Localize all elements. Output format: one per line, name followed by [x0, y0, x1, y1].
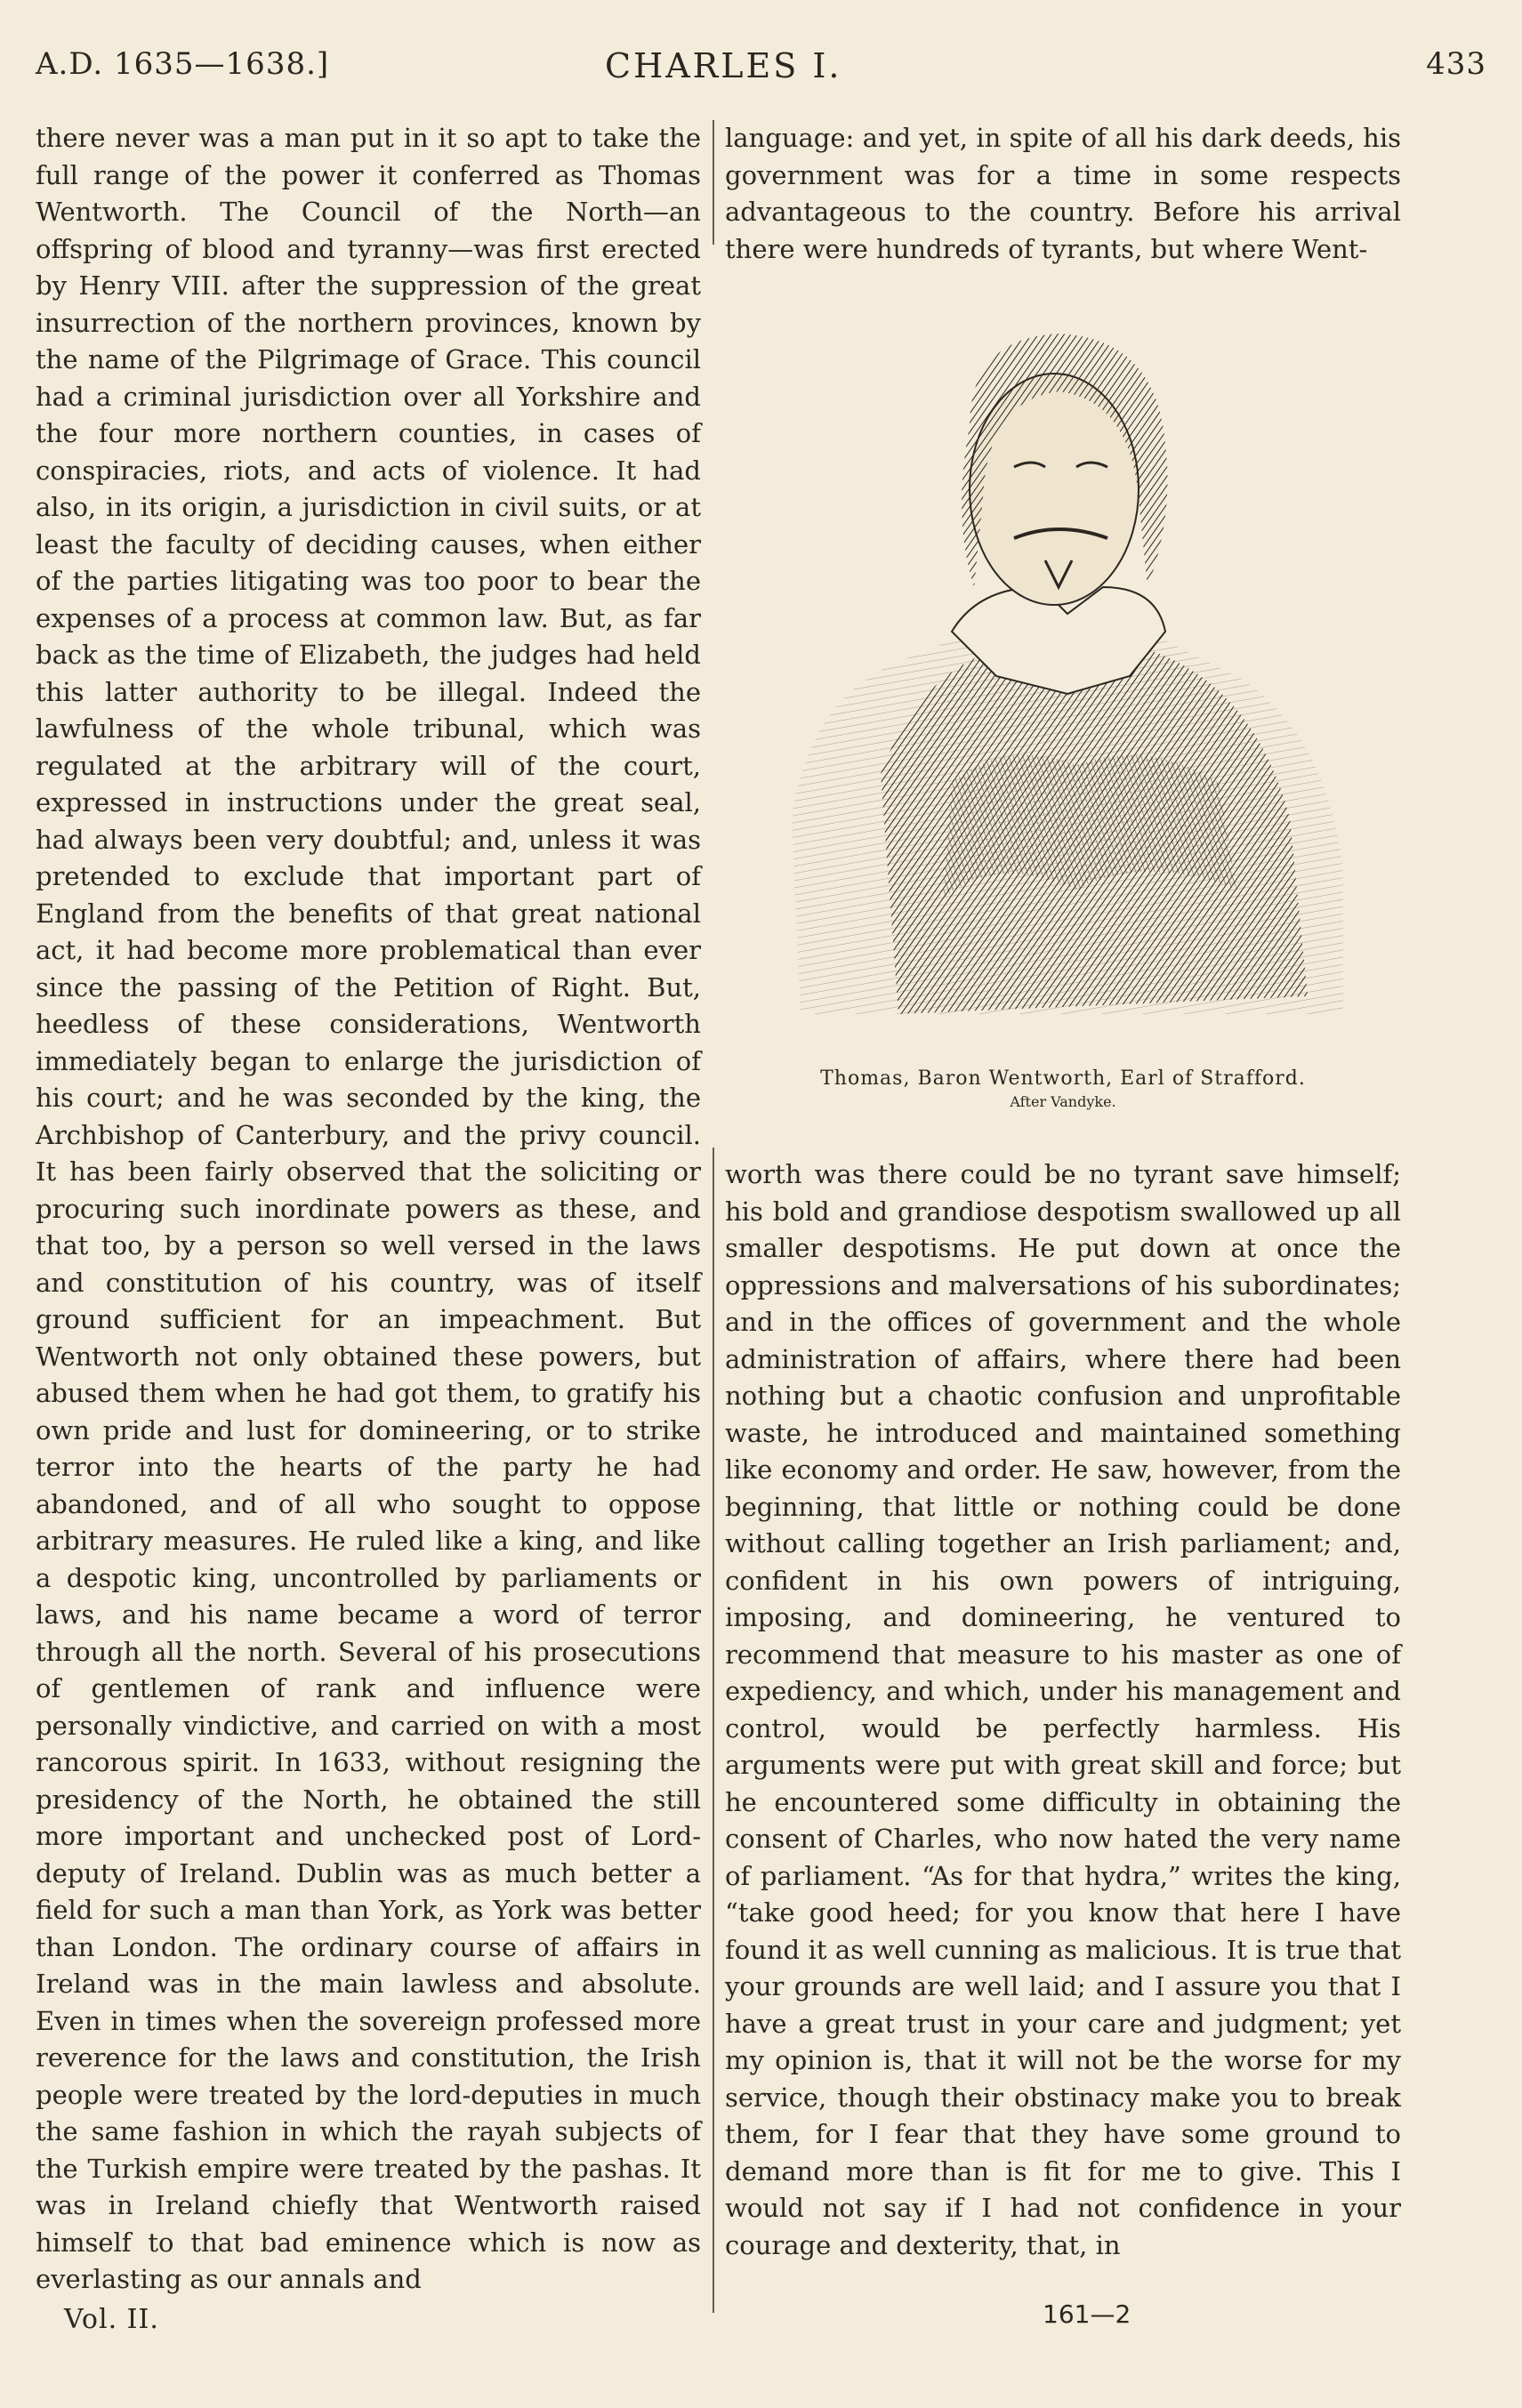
column-rule-top: [713, 120, 714, 245]
page-number: 433: [1426, 46, 1486, 82]
right-column-top: [725, 120, 1401, 268]
header-date-range: A.D. 1635—1638.]: [36, 46, 330, 82]
portrait-engraving: [774, 320, 1352, 1041]
header-title: CHARLES I.: [605, 46, 842, 85]
caption-title: Thomas, Baron Wentworth, Earl of Strafford.: [820, 1067, 1306, 1090]
right-column-bottom-text: worth was there could be no tyrant save himself; his bold and grandiose despotism swallowed up all smaller despotisms. He put down at once the oppressions and malversations of his subordinates; and in the offices of government and the whole administration of affairs, where there had been nothing but a chaotic confusion and unprofitable waste, he introduced and maintained something like economy and order. He saw, however, from the beginning, that little or nothing could be done without calling together an Irish parliament; and, confident in his own powers of intriguing, imposing, and domineering, he ventured to recommend that measure to his master as one of expediency, and which, under his management and control, would be perfectly harmless. His arguments were put with great skill and force; but he encountered some difficulty in obtaining the consent of Charles, who now hated the very name of parliament. “As for that hydra,” writes the king, “take good heed; for you know that here I have found it as well cunning as malicious. It is true that your grounds are well laid; and I assure you that I have a great trust in your care and judgment; yet my opinion is, that it will not be the worse for my service, though their obstinacy make you to break them, for I fear that they have some ground to demand more than is fit for me to give. This I would not say if I had not confidence in your courage and dexterity, that, in: [725, 1159, 1401, 2260]
left-column-text: there never was a man put in it so apt to take the full range of the power it conferred as Thomas Wentworth. The Council of the North—an offspring of blood and tyranny—was first erected by Henry VIII. after the suppression of the great insurrection of the northern provinces, known by the name of the Pilgrimage of Grace. This council had a criminal jurisdiction over all Yorkshire and the four more northern counties, in cases of conspiracies, riots, and acts of violence. It had also, in its origin, a jurisdiction in civil suits, or at least the faculty of deciding causes, when either of the parties litigating was too poor to bear the expenses of a process at common law. But, as far back as the time of Elizabeth, the judges had held this latter authority to be illegal. Indeed the lawfulness of the whole tribunal, which was regulated at the arbitrary will of the court, expressed in instructions under the great seal, had always been very doubtful; and, unless it was pretended to exclude that important part of England from the benefits of that great national act, it had become more problematical than ever since the passing of the Petition of Right. But, heedless of these considerations, Wentworth immediately began to enlarge the jurisdiction of his court; and he was seconded by the king, the Archbishop of Canterbury, and the privy council. It has been fairly observed that the soliciting or procuring such inordinate powers as these, and that too, by a person so well versed in the laws and constitution of his country, was of itself ground sufficient for an impeachment. But Wentworth not only obtained these powers, but abused them when he had got them, to gratify his own pride and lust for domineering, or to strike terror into the hearts of the party he had abandoned, and of all who sought to oppose arbitrary measures. He ruled like a king, and like a despotic king, uncontrolled by parliaments or laws, and his name became a word of terror through all the north. Several of his prosecutions of gentlemen of rank and influence were personally vindictive, and carried on with a most rancorous spirit. In 1633, without resigning the presidency of the North, he obtained the still more important and unchecked post of Lord-deputy of Ireland. Dublin was as much better a field for such a man than York, as York was better than London. The ordinary course of affairs in Ireland was in the main lawless and absolute. Even in times when the sovereign professed more reverence for the laws and constitution, the Irish people were treated by the lord-deputies in much the same fashion in which the rayah subjects of the Turkish empire were treated by the pashas. It was in Ireland chiefly that Wentworth raised himself to that bad eminence which is now as everlasting as our annals and: [36, 123, 701, 2294]
right-column-top-text: language: and yet, in spite of all his dark deeds, his government was for a time in some respects advantageous to the country. Before his arrival there were hundreds of tyrants, but where Went-: [725, 123, 1401, 264]
right-column-bottom: [725, 1156, 1401, 2264]
volume-marker: Vol. II.: [64, 2304, 159, 2335]
signature-mark: 161—2: [1043, 2299, 1131, 2329]
illustration-caption: [725, 1067, 1401, 1110]
caption-credit: After Vandyke.: [1010, 1093, 1116, 1110]
running-header: [36, 46, 1486, 91]
column-rule-bottom: [713, 1148, 714, 2313]
left-column: [36, 120, 701, 2299]
